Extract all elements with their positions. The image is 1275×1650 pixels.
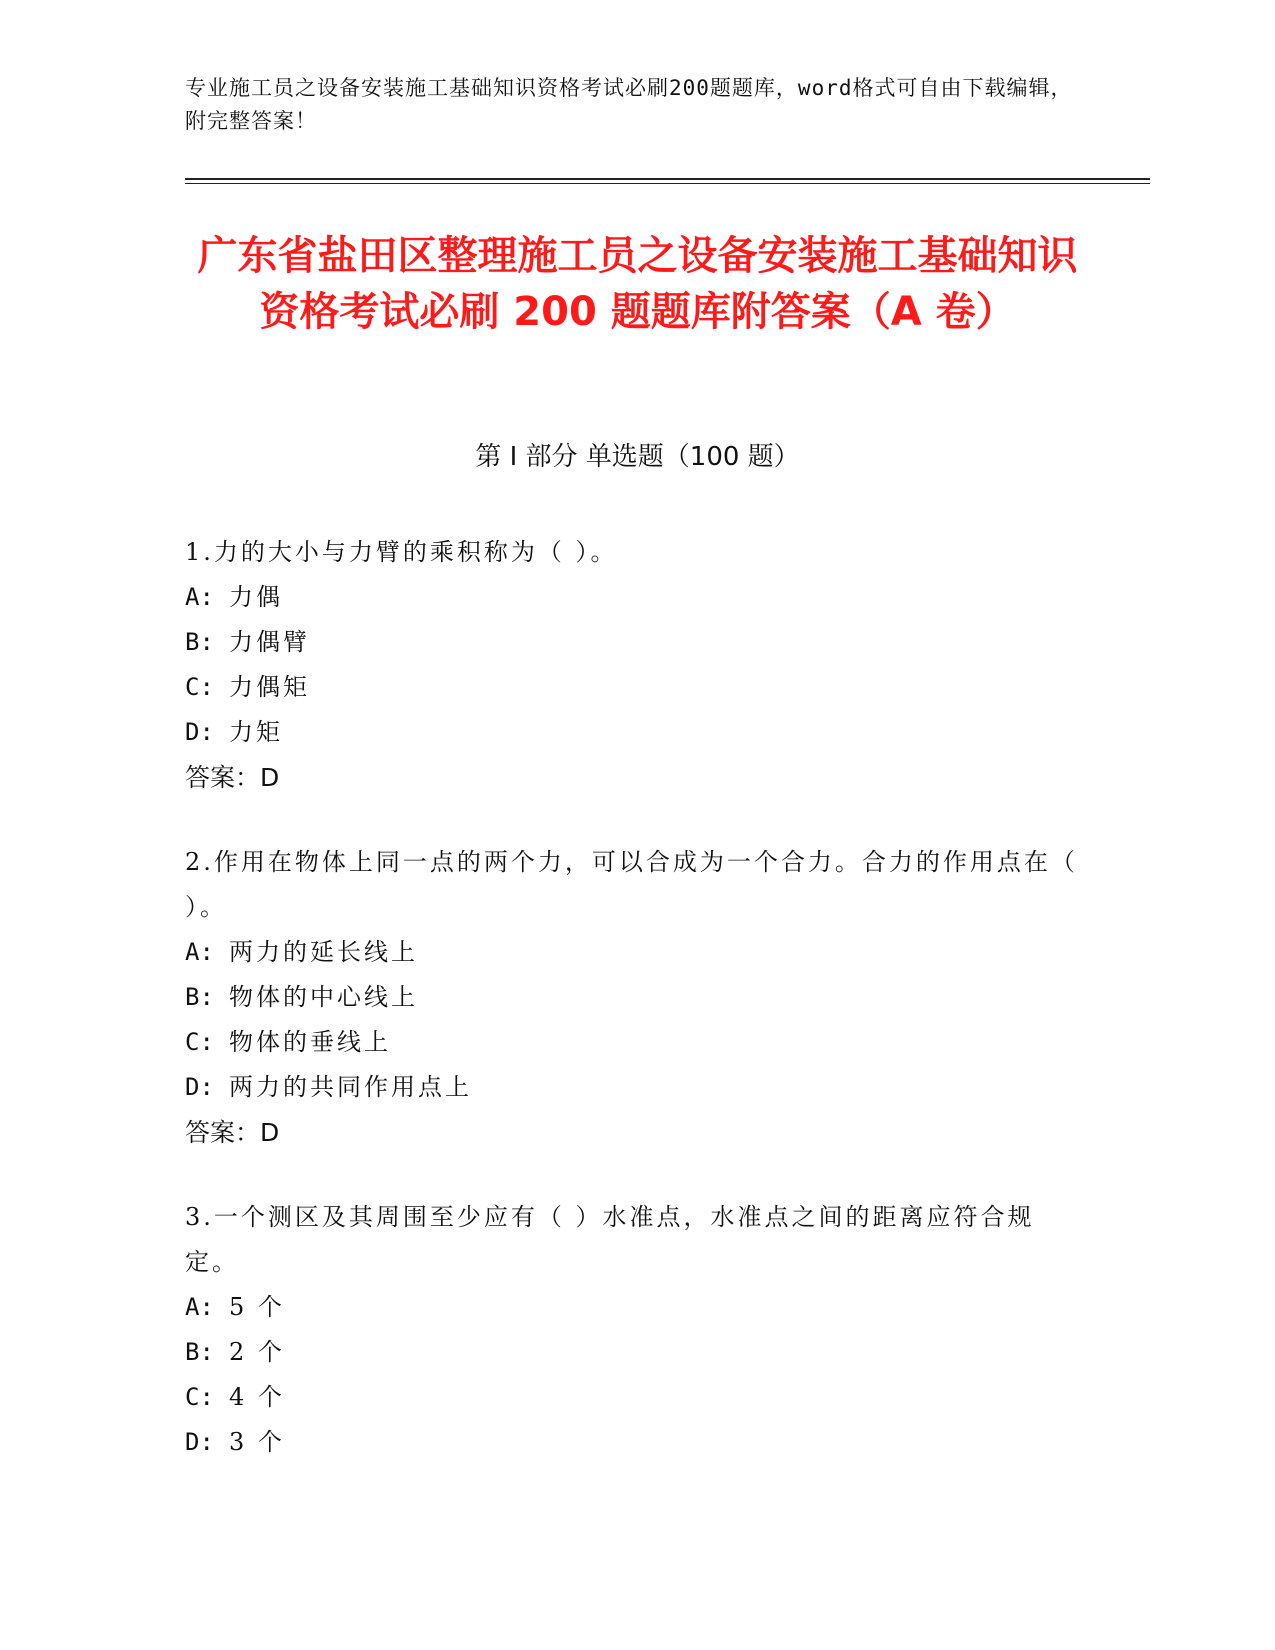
option-key: A: — [185, 938, 214, 966]
header-note: 专业施工员之设备安装施工基础知识资格考试必刷200题题库，word格式可自由下载编辑，附完整答案！ — [185, 76, 1073, 133]
option-a — [185, 575, 1085, 620]
option-key: B: — [185, 983, 214, 1011]
option-text: 力矩 — [229, 718, 283, 746]
option-text: 物体的中心线上 — [229, 983, 418, 1011]
option-b — [185, 620, 1085, 665]
option-d — [185, 1420, 1085, 1465]
question-stem: 1.力的大小与力臂的乘积称为（ ）。 — [185, 538, 618, 566]
answer-line: 答案：D — [185, 1118, 280, 1147]
option-text: 5 个 — [229, 1293, 285, 1321]
question-item — [185, 1195, 1085, 1465]
option-text: 力偶矩 — [229, 673, 310, 701]
option-key: D: — [185, 718, 214, 746]
option-key: C: — [185, 1383, 214, 1411]
option-c — [185, 665, 1085, 710]
header-rule-thick — [185, 178, 1150, 180]
option-a — [185, 930, 1085, 975]
option-text: 2 个 — [229, 1338, 285, 1366]
option-key: C: — [185, 673, 214, 701]
question-stem: 3.一个测区及其周围至少应有（ ）水准点，水准点之间的距离应符合规定。 — [185, 1203, 1035, 1276]
option-d — [185, 1065, 1085, 1110]
answer-line: 答案：D — [185, 763, 280, 792]
option-text: 两力的共同作用点上 — [229, 1073, 472, 1101]
question-item — [185, 530, 1085, 801]
option-b — [185, 1330, 1085, 1375]
option-text: 力偶臂 — [229, 628, 310, 656]
option-text: 4 个 — [229, 1383, 285, 1411]
option-a — [185, 1285, 1085, 1330]
option-text: 物体的垂线上 — [229, 1028, 391, 1056]
option-key: D: — [185, 1428, 214, 1456]
option-key: A: — [185, 1293, 214, 1321]
document-title: 广东省盐田区整理施工员之设备安装施工基础知识资格考试必刷 200 题题库附答案（A 卷） — [197, 233, 1078, 335]
question-list — [185, 530, 1085, 1504]
option-c — [185, 1020, 1085, 1065]
option-key: B: — [185, 1338, 214, 1366]
option-key: C: — [185, 1028, 214, 1056]
option-key: A: — [185, 583, 214, 611]
option-key: D: — [185, 1073, 214, 1101]
section-title: 第 I 部分 单选题（100 题） — [475, 442, 800, 472]
option-text: 两力的延长线上 — [229, 938, 418, 966]
option-d — [185, 710, 1085, 755]
question-item — [185, 840, 1085, 1156]
question-stem: 2.作用在物体上同一点的两个力，可以合成为一个合力。合力的作用点在（ ）。 — [185, 848, 1078, 921]
option-c — [185, 1375, 1085, 1420]
option-text: 3 个 — [229, 1428, 285, 1456]
option-text: 力偶 — [229, 583, 283, 611]
option-b — [185, 975, 1085, 1020]
header-rule-thin — [185, 183, 1150, 184]
option-key: B: — [185, 628, 214, 656]
